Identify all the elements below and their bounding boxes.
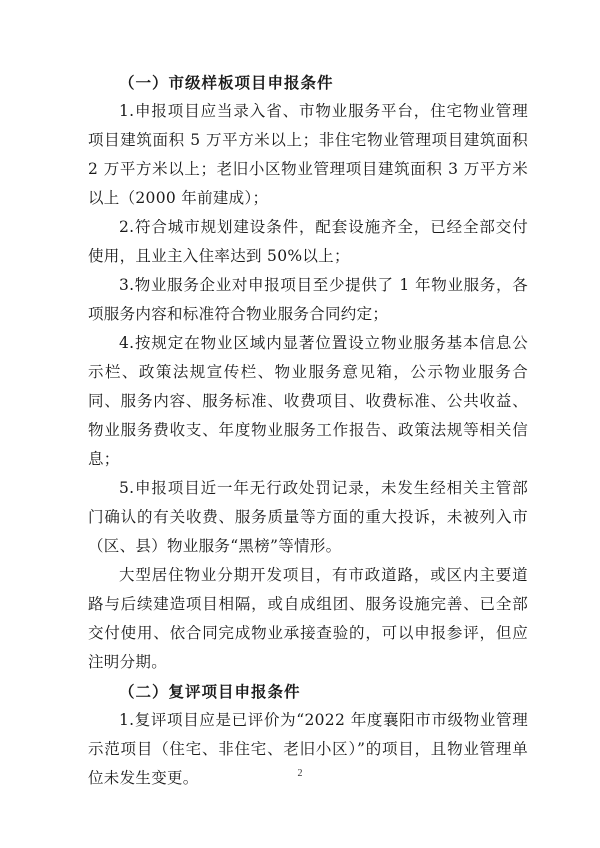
condition-paragraph-1: 1.申报项目应当录入省、市物业服务平台，住宅物业管理项目建筑面积 5 万平方米以上；非住宅物业管理项目建筑面积 2 万平方米以上；老旧小区物业管理项目建筑面积 3 万平方米以上（2000 年前建成）； [88, 102, 528, 207]
condition-paragraph-5: 5.申报项目近一年无行政处罚记录，未发生经相关主管部门确认的有关收费、服务质量等方面的重大投诉，未被列入市（区、县）物业服务“黑榜”等情形。 [88, 479, 528, 555]
condition-paragraph-2: 2.符合城市规划建设条件，配套设施齐全，已经全部交付使用，且业主入住率达到 50%以上； [88, 218, 528, 265]
page-number: 2 [297, 768, 303, 779]
phased-project-paragraph: 大型居住物业分期开发项目，有市政道路，或区内主要道路与后续建造项目相隔，或自成组团、服务设施完善、已全部交付使用、依合同完成物业承接查验的，可以申报参评，但应注明分期。 [88, 566, 528, 671]
document-body [88, 68, 528, 793]
section-heading-municipal-sample: （一）市级样板项目申报条件 [119, 73, 334, 92]
review-condition-paragraph-1: 1.复评项目应是已评价为“2022 年度襄阳市市级物业管理示范项目（住宅、非住宅、老旧小区）”的项目，且物业管理单位未发生变更。 [88, 711, 528, 787]
condition-paragraph-4: 4.按规定在物业区域内显著位置设立物业服务基本信息公示栏、政策法规宣传栏、物业服务意见箱，公示物业服务合同、服务内容、服务标准、收费项目、收费标准、公共收益、物业服务费收支、年度物业服务工作报告、政策法规等相关信息； [88, 334, 528, 468]
section-heading-review: （二）复评项目申报条件 [119, 682, 301, 701]
condition-paragraph-3: 3.物业服务企业对申报项目至少提供了 1 年物业服务，各项服务内容和标准符合物业服务合同约定； [88, 276, 528, 323]
